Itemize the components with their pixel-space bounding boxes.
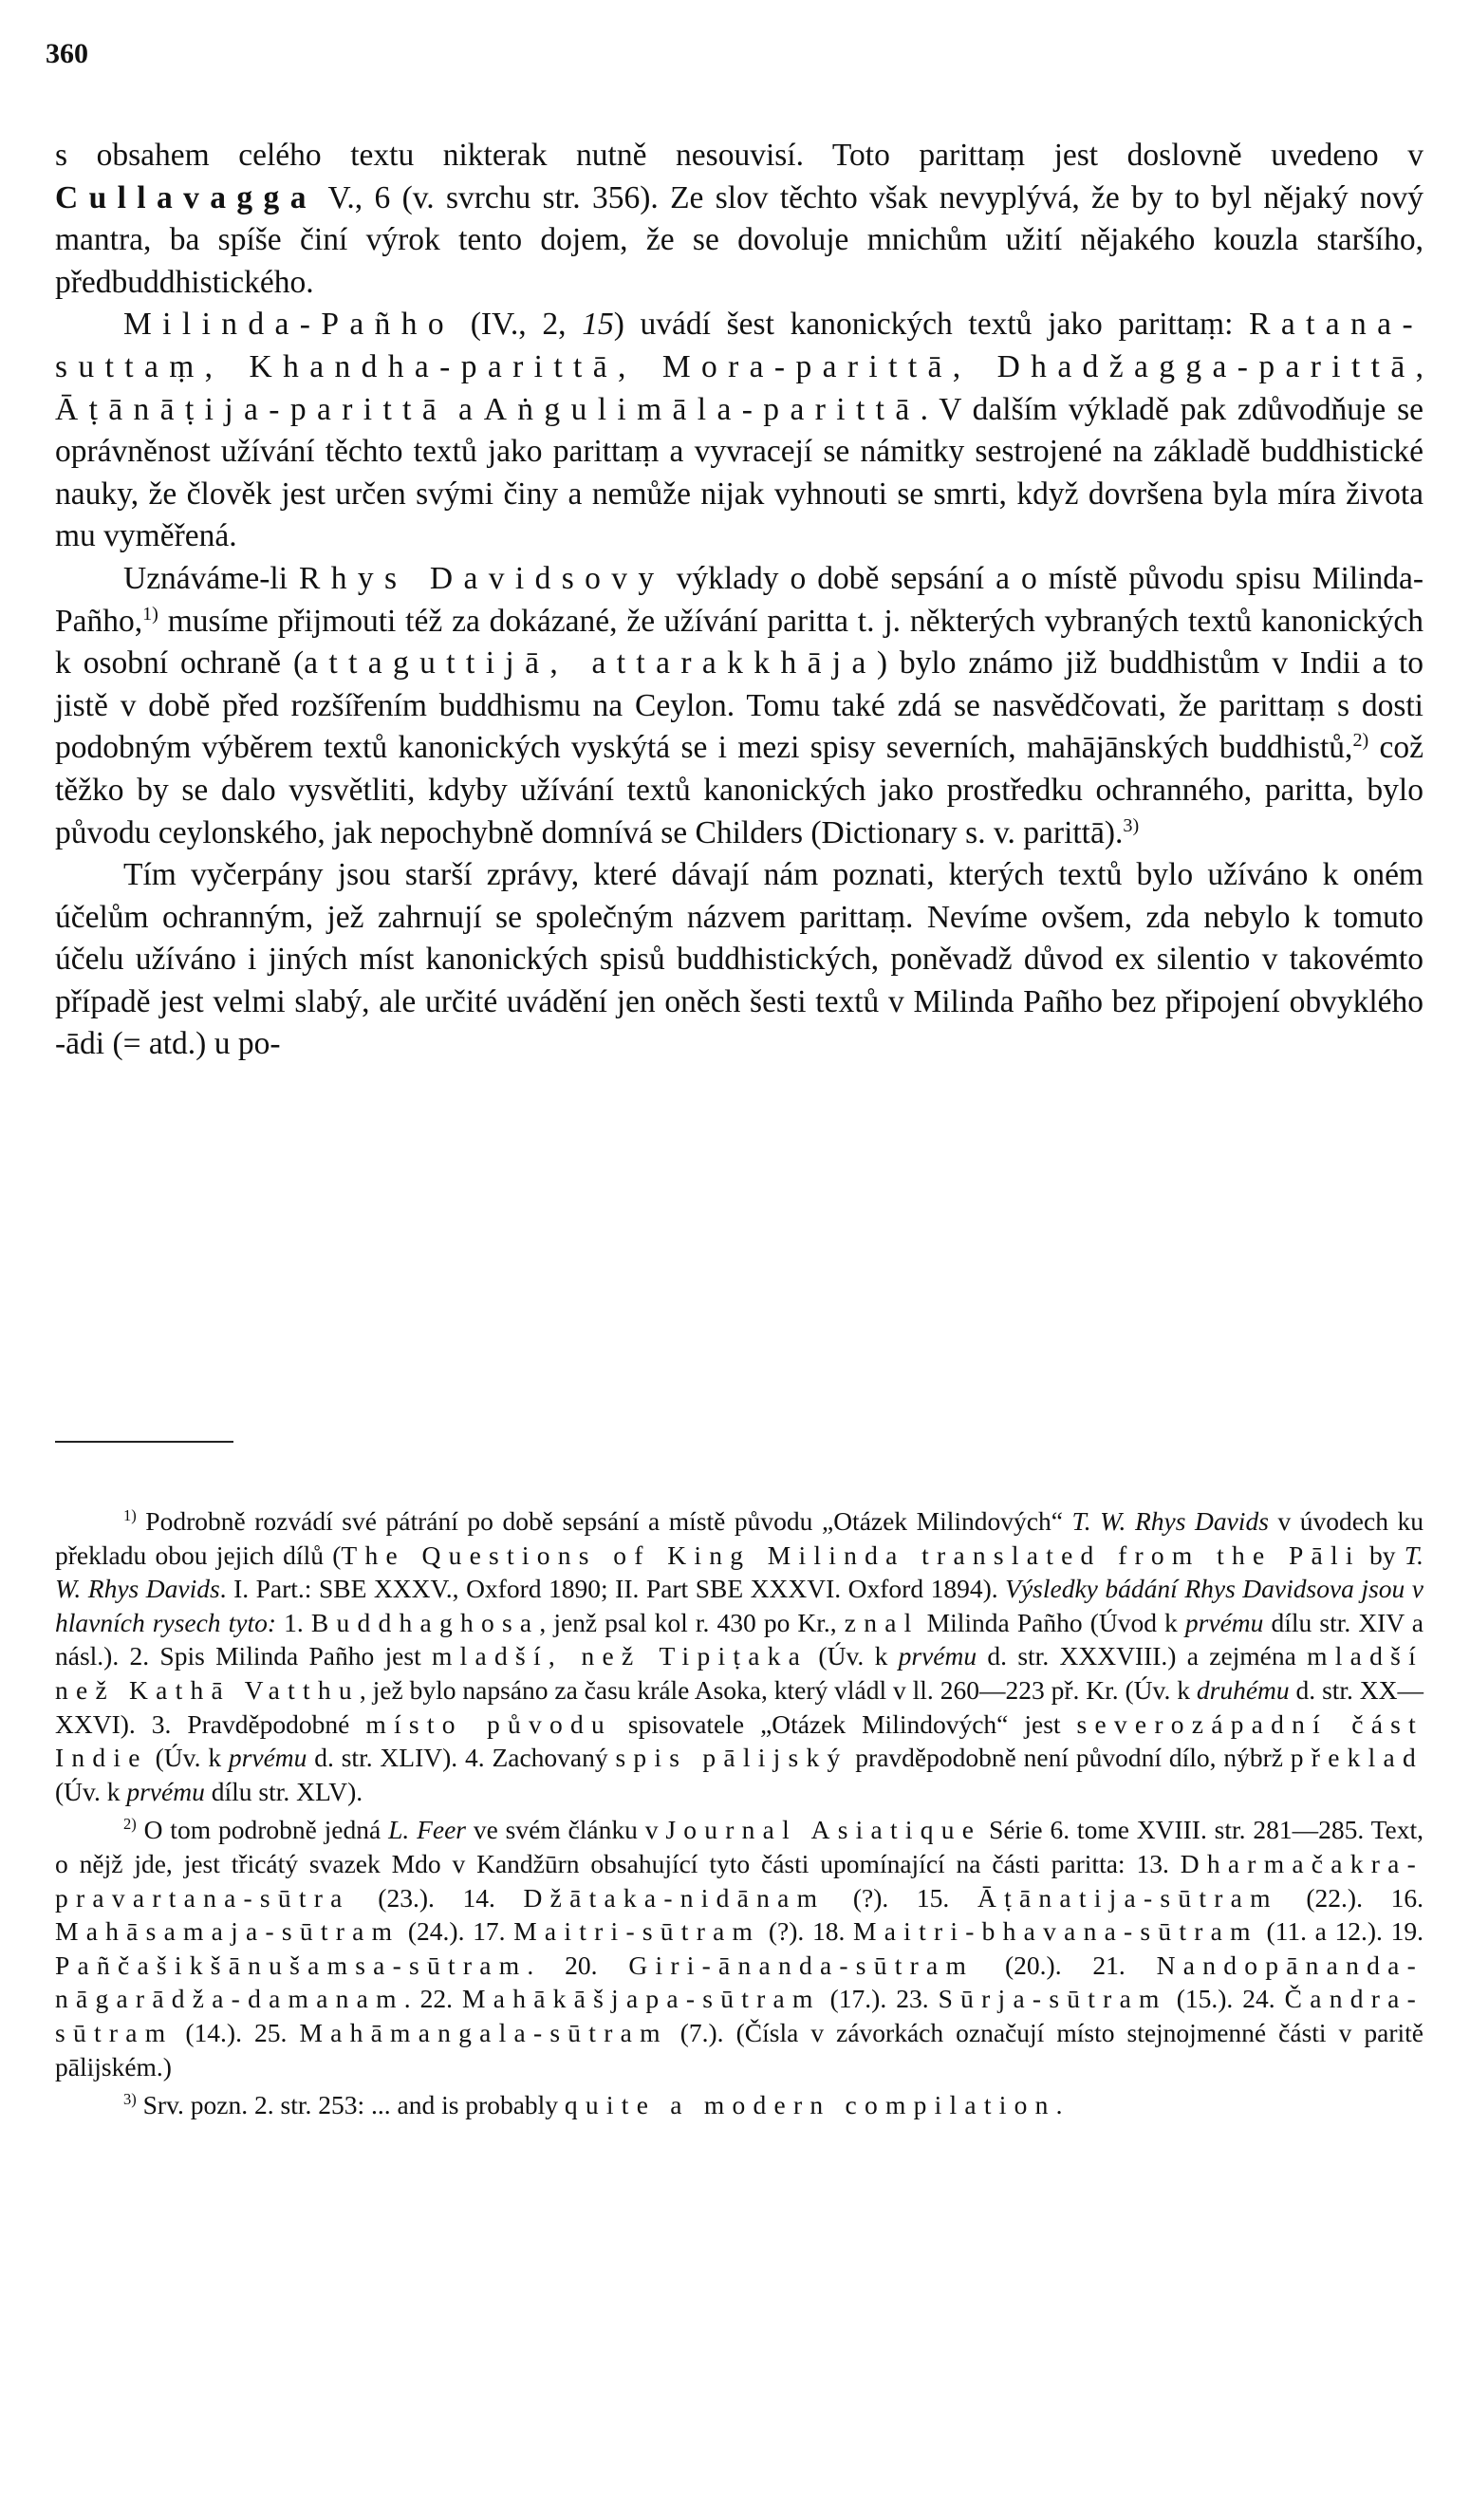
italic-text: prvému: [126, 1776, 205, 1806]
text: musíme přijmouti též za dokázané, že užívání paritta t. j. některých vybraných textů kanonických k osobní ochraně (: [55, 603, 1423, 681]
footnote-ref-3: 3): [1123, 814, 1140, 836]
text: 1.: [276, 1607, 311, 1637]
footnote-mark: 3): [123, 2089, 137, 2108]
text: (11. a 12.). 19.: [1257, 1916, 1423, 1947]
text: (17.). 23.: [820, 1984, 939, 2014]
text: ,: [952, 348, 997, 384]
text: (14.). 25.: [173, 2017, 300, 2047]
text: (Úv. k: [808, 1641, 899, 1671]
footnote-mark: 1): [123, 1505, 137, 1524]
spaced-term: Džātaka-nidānam: [523, 1882, 826, 1913]
paragraph-1: [55, 135, 1423, 304]
text: Milinda Pañho (Úvod k: [919, 1607, 1185, 1637]
text: spisovatele „Otázek Milindových“ jest: [611, 1708, 1077, 1739]
text: Srv. pozn. 2. str. 253: ... and is probably: [136, 2090, 565, 2120]
spaced-title: Aṅgulimāla-parittā: [483, 391, 921, 427]
text: (?). 18.: [760, 1916, 854, 1947]
spaced-term: Mahāsamaja-sūtram: [55, 1916, 400, 1947]
spaced-term: Dharmačakra-pravartana-sūtra: [55, 1848, 1423, 1913]
text: ,: [618, 348, 662, 384]
footnote-ref-1: 1): [142, 603, 158, 625]
text: O tom podrobně jedná: [136, 1815, 389, 1845]
spaced-term: Nandopānanda-nāgarādža-damanam: [55, 1950, 1423, 2014]
italic-author: L. Feer: [388, 1815, 466, 1845]
text: ) bylo známo již buddhistům v Indii a to jistě v době před rozšířením buddhismu na Ceylon. Tomu také zdá se nasvědčovati, že parittaṃ s dosti podobným výběrem textů kanonických vyskýtá se i mezi spisy severních, mahājānských buddhistů,: [55, 645, 1424, 766]
spaced-term: Pañčašikšānušamsa-sūtram: [55, 1950, 528, 1980]
text: ve svém článku v: [466, 1815, 666, 1845]
text: (?). 15.: [825, 1882, 977, 1913]
spaced-term: Giri-ānanda-sūtram: [628, 1950, 975, 1980]
text: d. str. XLIV). 4. Zachovaný: [307, 1743, 616, 1773]
spaced-term: znal: [844, 1607, 920, 1637]
footnote-ref-2: 2): [1352, 730, 1369, 752]
text: Uznáváme-li: [123, 560, 300, 596]
spaced-term: severozápadní část Indie: [55, 1708, 1423, 1773]
spaced-term: místo původu: [365, 1708, 612, 1739]
paragraph-4: [55, 854, 1423, 1066]
text: a: [447, 391, 484, 427]
footnotes: [55, 1504, 1423, 2122]
spaced-term: attaguttijā, attarakkhāja: [304, 645, 877, 681]
spaced-term: Maitri-sūtram: [513, 1916, 761, 1947]
text: d. str. XX—XXVI). 3. Pravděpodobné: [55, 1674, 1424, 1739]
spaced-term: Čandra-sūtram: [55, 1984, 1423, 2047]
spaced-term: Mahāmangala-sūtram: [299, 2017, 668, 2047]
footnote-divider: [55, 1441, 233, 1443]
text: (Úv. k: [55, 1776, 127, 1806]
text: (24.). 17.: [400, 1916, 514, 1947]
italic-author: T. W. Rhys Davids: [55, 1540, 1423, 1604]
italic-text: prvému: [898, 1641, 977, 1671]
text: dílu str. XIV a násl.). 2. Spis Milinda Pañho jest: [55, 1607, 1423, 1671]
paragraph-2: [55, 304, 1423, 558]
text: (7.). (Čísla v závorkách označují místo stejnojmenné části v paritě pālijském.): [55, 2017, 1423, 2081]
spaced-term: Maitri-bhavana-sūtram: [853, 1916, 1258, 1947]
text: . V dalším výkladě pak zdůvodňuje se oprávněnost užívání těchto textů jako parittaṃ a vyvracejí se námitky sestrojené na základě buddhistické nauky, že člověk jest určen svými činy a nemůže nijak vyhnouti se smrti, když dovršena byla míra života mu vyměřená.: [55, 391, 1423, 554]
text: což těžko by se dalo vysvětliti, kdyby užívání textů kanonických jako prostředku ochranného, paritta, bylo původu ceylonského, jak nepochybně domnívá se Childers (Dictionary s. v. parittā).: [55, 730, 1423, 850]
spaced-term: Āṭānatija-sūtram: [977, 1882, 1278, 1913]
italic-text: druhému: [1196, 1674, 1290, 1705]
footnote-2: [55, 1813, 1423, 2083]
text: (IV., 2,: [455, 307, 583, 343]
text: s obsahem celého textu nikterak nutně nesouvisí. Toto parittaṃ jest doslovně uvedeno v: [55, 138, 1423, 173]
spaced-term: mladší, než Tipiṭaka: [432, 1641, 809, 1671]
text: ,: [204, 348, 250, 384]
spaced-term: Sūrja-sūtram: [938, 1984, 1167, 2014]
italic-text: prvému: [228, 1743, 307, 1773]
text: (22.). 16.: [1277, 1882, 1423, 1913]
text: by: [1360, 1540, 1405, 1570]
spaced-name: Rhys Davidsovy: [299, 560, 665, 596]
text: (20.). 21.: [974, 1950, 1157, 1980]
paragraph-3: [55, 558, 1423, 854]
text: d. str. XXXVIII.) a zejména: [977, 1641, 1308, 1671]
text: v úvodech ku překladu obou jejich dílů (: [55, 1506, 1423, 1570]
text: výklady o době sepsání a o místě původu spisu Milinda-Pañho,: [55, 560, 1424, 639]
italic-text: Výsledky bádání Rhys Davidsova jsou v hlavních rysech tyto:: [55, 1574, 1423, 1637]
text: dílu str. XLV).: [204, 1776, 363, 1806]
spaced-title: Cullavagga: [55, 179, 317, 215]
footnote-mark: 2): [123, 1815, 137, 1834]
spaced-title: Mora-parittā: [661, 348, 953, 384]
text: (23.). 14.: [349, 1882, 524, 1913]
text: V., 6 (v. svrchu str. 356). Ze slov těchto však nevyplývá, že by to byl nějaký nový mantra, ba spíše činí výrok tento dojem, že se dovoluje mnichům užití nějakého kouzla staršího, předbuddhistického.: [55, 179, 1423, 300]
text: .: [1055, 2090, 1063, 2120]
text: (Úv. k: [147, 1743, 229, 1773]
text: (15.). 24.: [1166, 1984, 1285, 2014]
spaced-title: The Questions of King Milinda translated from the Pāli: [341, 1540, 1361, 1570]
spaced-term: spis pālijský: [615, 1743, 848, 1773]
spaced-title: Ratana-suttaṃ: [55, 307, 1423, 384]
text: Podrobně rozvádí své pátrání po době sepsání a místě původu „Otázek Milindových“: [136, 1506, 1072, 1536]
spaced-term: mladší než Kathā Vatthu: [55, 1641, 1423, 1705]
spaced-title: Journal Asiatique: [665, 1815, 982, 1845]
spaced-term: Mahākāšjapa-sūtram: [462, 1984, 821, 2014]
text: , jenž psal kol r. 430 po Kr.,: [539, 1607, 845, 1637]
text: . 22.: [403, 1984, 463, 2014]
spaced-term: Buddhaghosa: [310, 1607, 540, 1637]
footnote-1: [55, 1504, 1423, 1808]
footnote-3: [55, 2088, 1423, 2122]
main-text: [55, 135, 1423, 1066]
text: , jež bylo napsáno za času krále Asoka, který vládl v ll. 260—223 př. Kr. (Úv. k: [359, 1674, 1197, 1705]
italic-author: T. W. Rhys Davids: [1071, 1506, 1269, 1536]
spaced-title: Dhadžagga-parittā: [996, 348, 1416, 384]
spaced-term: překlad: [1290, 1743, 1424, 1773]
spaced-title: Milinda-Pañho: [123, 307, 456, 343]
spaced-term: quite a modern compilation: [564, 2090, 1056, 2120]
text: . 20.: [527, 1950, 629, 1980]
text: ,: [1415, 348, 1423, 384]
spaced-title: Khandha-parittā: [249, 348, 618, 384]
text: pravděpodobně není původní dílo, nýbrž: [847, 1743, 1291, 1773]
text: . I. Part.: SBE XXXV., Oxford 1890; II. Part SBE XXXVI. Oxford 1894).: [219, 1574, 1006, 1604]
page-number: 360: [46, 38, 88, 69]
spaced-title: Āṭānāṭija-parittā: [55, 391, 448, 427]
text: Série 6. tome XVIII. str. 281—285. Text, o nějž jde, jest třicátý svazek Mdo v Kandžūrn obsahující tyto části upomínající na části paritta: 13.: [55, 1815, 1423, 1878]
text: Tím vyčerpány jsou starší zprávy, které dávají nám poznati, kterých textů bylo užíváno k oném účelům ochranným, jež zahrnují se společným názvem parittaṃ. Nevíme ovšem, zda nebylo k tomuto účelu užíváno i jiných míst kanonických spisů buddhistických, poněvadž důvod ex silentio v takovémto případě jest velmi slabý, ale určité uvádění jen oněch šesti textů v Milinda Pañho bez připojení obvyklého -ādi (= atd.) u po-: [55, 857, 1423, 1062]
text: ) uvádí šest kanonických textů jako parittaṃ:: [613, 307, 1250, 343]
italic-text: prvému: [1184, 1607, 1264, 1637]
italic-number: 15: [582, 307, 614, 343]
